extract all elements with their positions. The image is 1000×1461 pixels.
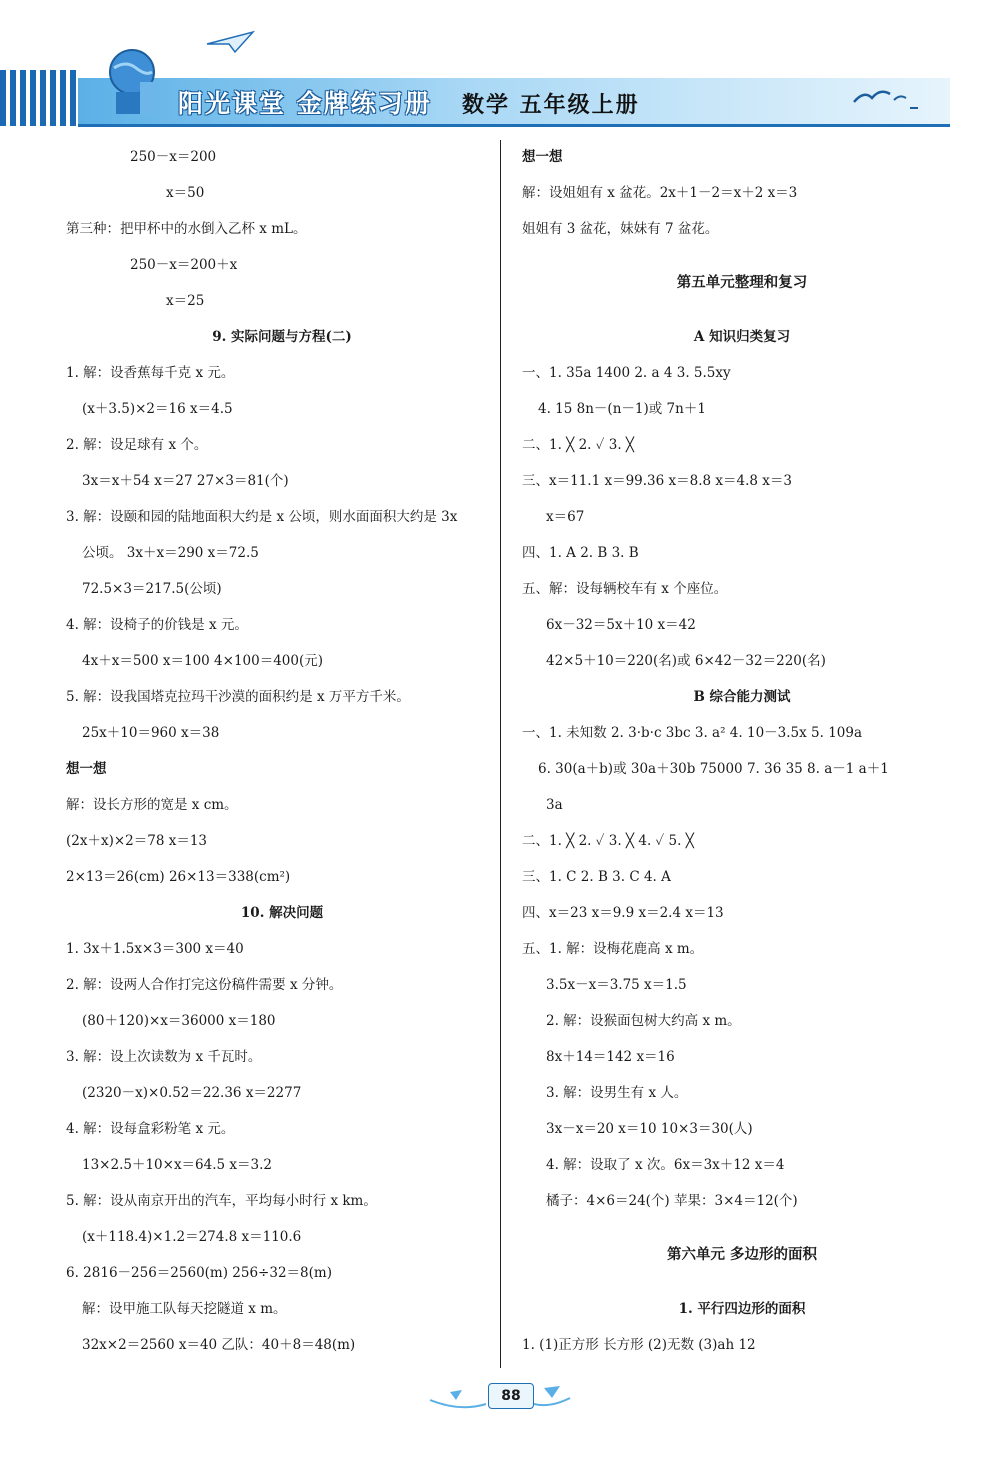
- answer-line: 5. 解：设从南京开出的汽车，平均每小时行 x km。: [66, 1193, 377, 1209]
- answer-line: 1. 3x＋1.5x×3＝300 x＝40: [66, 941, 244, 957]
- answer-line: 8x＋14＝142 x＝16: [546, 1049, 675, 1065]
- answer-line: 5. 解：设我国塔克拉玛干沙漠的面积约是 x 万平方千米。: [66, 689, 410, 705]
- answer-line: 2. 解：设猴面包树大约高 x m。: [546, 1013, 741, 1029]
- answer-line: 250－x＝200＋x: [130, 257, 238, 273]
- answer-line: 四、1. A 2. B 3. B: [522, 545, 639, 561]
- answer-line: 五、解：设每辆校车有 x 个座位。: [522, 581, 728, 597]
- answer-line: 想一想: [66, 761, 107, 777]
- section-heading: 1. 平行四边形的面积: [678, 1301, 806, 1317]
- header-stripe-bar: [0, 70, 78, 126]
- answer-line: 四、x＝23 x＝9.9 x＝2.4 x＝13: [522, 905, 724, 921]
- answer-line: 3. 解：设男生有 x 人。: [546, 1085, 688, 1101]
- series-title: 阳光课堂 金牌练习册: [178, 89, 432, 118]
- answer-line: 4. 15 8n－(n－1)或 7n＋1: [538, 401, 706, 417]
- answer-line: 72.5×3＝217.5(公顷): [82, 581, 222, 597]
- answer-line: 二、1. ╳ 2. ✓ 3. ╳ 4. ✓ 5. ╳: [522, 833, 694, 849]
- section-heading: 第五单元整理和复习: [676, 274, 808, 291]
- answer-line: 4. 解：设每盒彩粉笔 x 元。: [66, 1121, 235, 1137]
- answer-line: 解：设甲施工队每天挖隧道 x m。: [82, 1301, 287, 1317]
- answer-line: (2320－x)×0.52＝22.36 x＝2277: [82, 1085, 302, 1101]
- answer-line: 6x－32＝5x＋10 x＝42: [546, 617, 696, 633]
- answer-line: (2x＋x)×2＝78 x＝13: [66, 833, 208, 849]
- answer-line: 一、1. 35a 1400 2. a 4 3. 5.5xy: [522, 365, 731, 381]
- answer-line: 姐姐有 3 盆花，妹妹有 7 盆花。: [522, 221, 719, 237]
- answer-line: 42×5＋10＝220(名)或 6×42－32＝220(名): [546, 653, 826, 669]
- section-heading: 第六单元 多边形的面积: [666, 1246, 818, 1263]
- section-heading: A 知识归类复习: [693, 329, 791, 345]
- answer-line: 橘子：4×6＝24(个) 苹果：3×4＝12(个): [546, 1193, 798, 1209]
- answer-line: 解：设姐姐有 x 盆花。2x＋1－2＝x＋2 x＝3: [522, 185, 798, 201]
- answer-line: 1. 解：设香蕉每千克 x 元。: [66, 365, 235, 381]
- answer-line: 3a: [546, 797, 563, 813]
- answer-line: (x＋118.4)×1.2＝274.8 x＝110.6: [82, 1229, 302, 1245]
- answer-line: 2. 解：设足球有 x 个。: [66, 437, 208, 453]
- section-heading: B 综合能力测试: [693, 689, 791, 705]
- answer-line: 想一想: [522, 149, 563, 165]
- answer-line: 一、1. 未知数 2. 3·b·c 3bc 3. a² 4. 10－3.5x 5. 109a: [522, 725, 863, 741]
- answer-line: 第三种：把甲杯中的水倒入乙杯 x mL。: [66, 221, 307, 237]
- answer-line: 二、1. ╳ 2. ✓ 3. ╳: [522, 437, 635, 453]
- answer-line: 3x＝x＋54 x＝27 27×3＝81(个): [82, 473, 289, 489]
- paper-plane-icon: [205, 30, 255, 54]
- answer-line: 4x＋x＝500 x＝100 4×100＝400(元): [82, 653, 324, 669]
- answer-line: 三、x＝11.1 x＝99.36 x＝8.8 x＝4.8 x＝3: [522, 473, 792, 489]
- subject-grade: 数学 五年级上册: [462, 93, 640, 118]
- answer-line: (80＋120)×x＝36000 x＝180: [82, 1013, 276, 1029]
- answer-line: 2. 解：设两人合作打完这份稿件需要 x 分钟。: [66, 977, 343, 993]
- globe-icon: [96, 42, 172, 118]
- answer-line: 公顷。 3x＋x＝290 x＝72.5: [82, 545, 259, 561]
- birds-icon: [850, 82, 920, 112]
- answer-line: 6. 30(a＋b)或 30a＋30b 75000 7. 36 35 8. a－1 a＋1: [538, 761, 889, 777]
- answer-line: 三、1. C 2. B 3. C 4. A: [522, 869, 671, 885]
- answer-line: 32x×2＝2560 x＝40 乙队：40＋8＝48(m): [82, 1337, 356, 1353]
- answer-line: 13×2.5＋10×x＝64.5 x＝3.2: [82, 1157, 272, 1173]
- answer-line: 3x－x＝20 x＝10 10×3＝30(人): [546, 1121, 753, 1137]
- answer-line: 4. 解：设取了 x 次。6x＝3x＋12 x＝4: [546, 1157, 785, 1173]
- answer-line: 1. (1)正方形 长方形 (2)无数 (3)ah 12: [522, 1337, 756, 1353]
- answer-line: 250－x＝200: [130, 149, 217, 165]
- answer-line: 3.5x－x＝3.75 x＝1.5: [546, 977, 687, 993]
- section-heading: 10. 解决问题: [240, 905, 324, 921]
- answer-line: 2×13＝26(cm) 26×13＝338(cm²): [66, 869, 291, 885]
- answer-line: 3. 解：设颐和园的陆地面积大约是 x 公顷，则水面面积大约是 3x: [66, 509, 458, 525]
- answer-line: x＝25: [166, 293, 205, 309]
- answer-line: x＝50: [166, 185, 205, 201]
- answer-line: 五、1. 解：设梅花鹿高 x m。: [522, 941, 704, 957]
- answer-line: 解：设长方形的宽是 x cm。: [66, 797, 238, 813]
- answer-line: 25x＋10＝960 x＝38: [82, 725, 220, 741]
- page-header: [0, 0, 1000, 140]
- section-heading: 9. 实际问题与方程(二): [212, 329, 352, 345]
- answer-line: 4. 解：设椅子的价钱是 x 元。: [66, 617, 248, 633]
- column-divider: [500, 140, 501, 1368]
- answer-line: (x＋3.5)×2＝16 x＝4.5: [82, 401, 233, 417]
- answer-line: 6. 2816－256＝2560(m) 256÷32＝8(m): [66, 1265, 332, 1281]
- answer-line: 3. 解：设上次读数为 x 千瓦时。: [66, 1049, 262, 1065]
- page-number: 88: [488, 1383, 534, 1409]
- answer-line: x＝67: [546, 509, 585, 525]
